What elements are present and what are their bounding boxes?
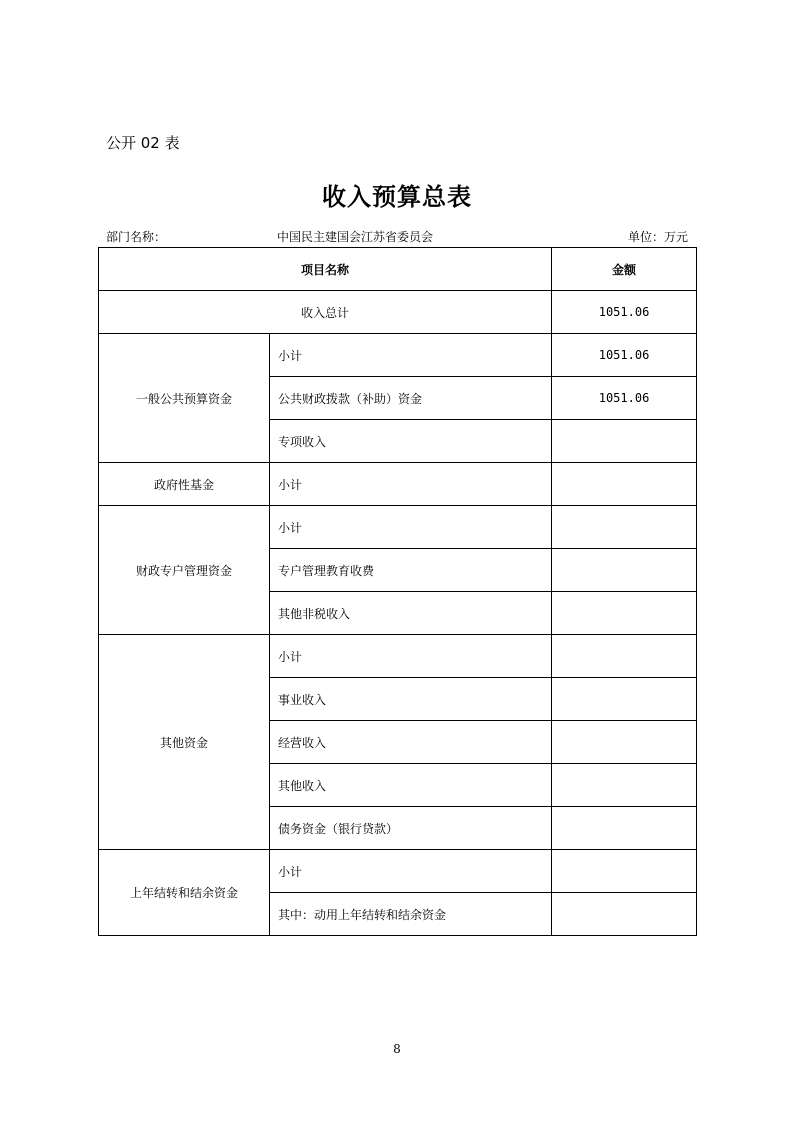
item-cell: 其中：动用上年结转和结余资金 xyxy=(270,893,552,936)
amount-cell: 1051.06 xyxy=(552,334,697,377)
category-cell: 财政专户管理资金 xyxy=(99,506,270,635)
item-cell: 专户管理教育收费 xyxy=(270,549,552,592)
amount-cell xyxy=(552,592,697,635)
table-row xyxy=(99,850,697,893)
category-cell: 一般公共预算资金 xyxy=(99,334,270,463)
category-cell: 政府性基金 xyxy=(99,463,270,506)
income-budget-table xyxy=(98,247,697,936)
amount-cell: 1051.06 xyxy=(552,377,697,420)
item-cell: 事业收入 xyxy=(270,678,552,721)
amount-cell xyxy=(552,463,697,506)
amount-cell xyxy=(552,420,697,463)
item-cell: 专项收入 xyxy=(270,420,552,463)
amount-cell xyxy=(552,549,697,592)
item-cell: 债务资金（银行贷款） xyxy=(270,807,552,850)
total-amount: 1051.06 xyxy=(552,291,697,334)
meta-row xyxy=(106,228,688,246)
category-cell: 上年结转和结余资金 xyxy=(99,850,270,936)
item-cell: 小计 xyxy=(270,850,552,893)
item-cell: 小计 xyxy=(270,506,552,549)
column-header-amount: 金额 xyxy=(552,248,697,291)
amount-cell xyxy=(552,506,697,549)
item-cell: 小计 xyxy=(270,334,552,377)
unit-label: 单位：万元 xyxy=(627,230,688,244)
total-label: 收入总计 xyxy=(99,291,552,334)
table-row xyxy=(99,635,697,678)
table-row xyxy=(99,334,697,377)
document-title: 收入预算总表 xyxy=(322,182,472,211)
table-row xyxy=(99,463,697,506)
total-row xyxy=(99,291,697,334)
item-cell: 其他非税收入 xyxy=(270,592,552,635)
amount-cell xyxy=(552,893,697,936)
department-name: 中国民主建国会江苏省委员会 xyxy=(277,230,434,244)
amount-cell xyxy=(552,764,697,807)
amount-cell xyxy=(552,678,697,721)
table-header-row xyxy=(99,248,697,291)
page-number: 8 xyxy=(393,1042,401,1056)
item-cell: 小计 xyxy=(270,463,552,506)
item-cell: 其他收入 xyxy=(270,764,552,807)
amount-cell xyxy=(552,721,697,764)
department-label: 部门名称： xyxy=(106,230,167,244)
item-cell: 小计 xyxy=(270,635,552,678)
table-row xyxy=(99,506,697,549)
amount-cell xyxy=(552,807,697,850)
category-cell: 其他资金 xyxy=(99,635,270,850)
item-cell: 公共财政拨款（补助）资金 xyxy=(270,377,552,420)
amount-cell xyxy=(552,635,697,678)
form-code: 公开 02 表 xyxy=(106,134,180,152)
column-header-item: 项目名称 xyxy=(99,248,552,291)
amount-cell xyxy=(552,850,697,893)
item-cell: 经营收入 xyxy=(270,721,552,764)
